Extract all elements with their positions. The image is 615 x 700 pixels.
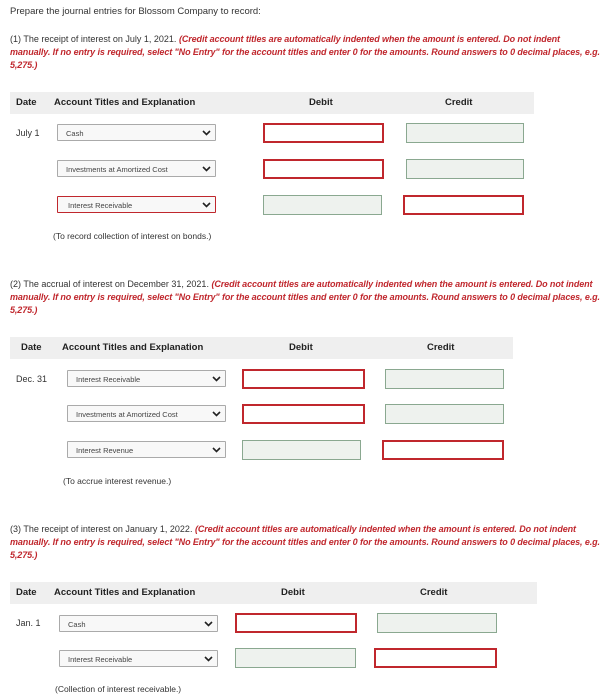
credit-input[interactable] [374, 648, 497, 668]
debit-input[interactable] [242, 404, 365, 424]
account-select[interactable]: Investments at Amortized Cost [57, 160, 216, 177]
chevron-down-icon [202, 200, 211, 209]
chevron-down-icon [212, 445, 221, 454]
section-3-header [10, 582, 537, 604]
section-1-prompt: (1) The receipt of interest on July 1, 2021. (Credit account titles are automatically indented when the amount is entered. Do not indent manually. If no entry is required, select "No Entry" for the account titles and enter 0 for the amounts. Round answers to 0 decimal places, e.g. 5,275.) [10, 34, 600, 70]
credit-input[interactable] [385, 369, 504, 389]
entry-date: July 1 [16, 128, 40, 138]
credit-input[interactable] [377, 613, 497, 633]
account-select[interactable]: Investments at Amortized Cost [67, 405, 226, 422]
entry-date: Jan. 1 [16, 618, 41, 628]
header-debit: Debit [289, 342, 313, 353]
credit-input[interactable] [403, 195, 524, 215]
chevron-down-icon [202, 164, 211, 173]
debit-input[interactable] [263, 159, 384, 179]
section-1-header [10, 92, 534, 114]
credit-input[interactable] [406, 159, 524, 179]
header-account: Account Titles and Explanation [54, 97, 196, 108]
debit-input[interactable] [263, 123, 384, 143]
account-select[interactable]: Interest Receivable [67, 370, 226, 387]
header-debit: Debit [309, 97, 333, 108]
debit-input[interactable] [235, 648, 356, 668]
chevron-down-icon [202, 128, 211, 137]
section-2-prompt: (2) The accrual of interest on December 31, 2021. (Credit account titles are automatically indented when the amount is entered. Do not indent manually. If no entry is required, select "No Entry" for the account titles and enter 0 for the amounts. Round answers to 0 decimal places, e.g. 5,275.) [10, 279, 600, 315]
account-select[interactable]: Interest Receivable [57, 196, 216, 213]
header-date: Date [16, 97, 37, 108]
credit-input[interactable] [385, 404, 504, 424]
debit-input[interactable] [235, 613, 357, 633]
account-select[interactable]: Cash [59, 615, 218, 632]
debit-input[interactable] [242, 440, 361, 460]
chevron-down-icon [212, 374, 221, 383]
entry-date: Dec. 31 [16, 374, 48, 384]
header-credit: Credit [420, 587, 448, 598]
credit-input[interactable] [406, 123, 524, 143]
header-account: Account Titles and Explanation [62, 342, 204, 353]
entry-explanation: (To record collection of interest on bonds.) [53, 231, 212, 241]
chevron-down-icon [212, 409, 221, 418]
chevron-down-icon [204, 619, 213, 628]
credit-input[interactable] [382, 440, 504, 460]
chevron-down-icon [204, 654, 213, 663]
intro-text: Prepare the journal entries for Blossom Company to record: [10, 6, 261, 17]
debit-input[interactable] [242, 369, 365, 389]
debit-input[interactable] [263, 195, 382, 215]
entry-explanation: (Collection of interest receivable.) [55, 684, 182, 694]
entry-explanation: (To accrue interest revenue.) [63, 476, 172, 486]
account-select[interactable]: Interest Revenue [67, 441, 226, 458]
header-credit: Credit [427, 342, 455, 353]
section-3-prompt: (3) The receipt of interest on January 1, 2022. (Credit account titles are automatically indented when the amount is entered. Do not indent manually. If no entry is required, select "No Entry" for the account titles and enter 0 for the amounts. Round answers to 0 decimal places, e.g. 5,275.) [10, 524, 600, 560]
header-date: Date [21, 342, 42, 353]
header-debit: Debit [281, 587, 305, 598]
header-account: Account Titles and Explanation [54, 587, 196, 598]
account-select[interactable]: Cash [57, 124, 216, 141]
header-date: Date [16, 587, 37, 598]
header-credit: Credit [445, 97, 473, 108]
section-2-header [10, 337, 513, 359]
account-select[interactable]: Interest Receivable [59, 650, 218, 667]
